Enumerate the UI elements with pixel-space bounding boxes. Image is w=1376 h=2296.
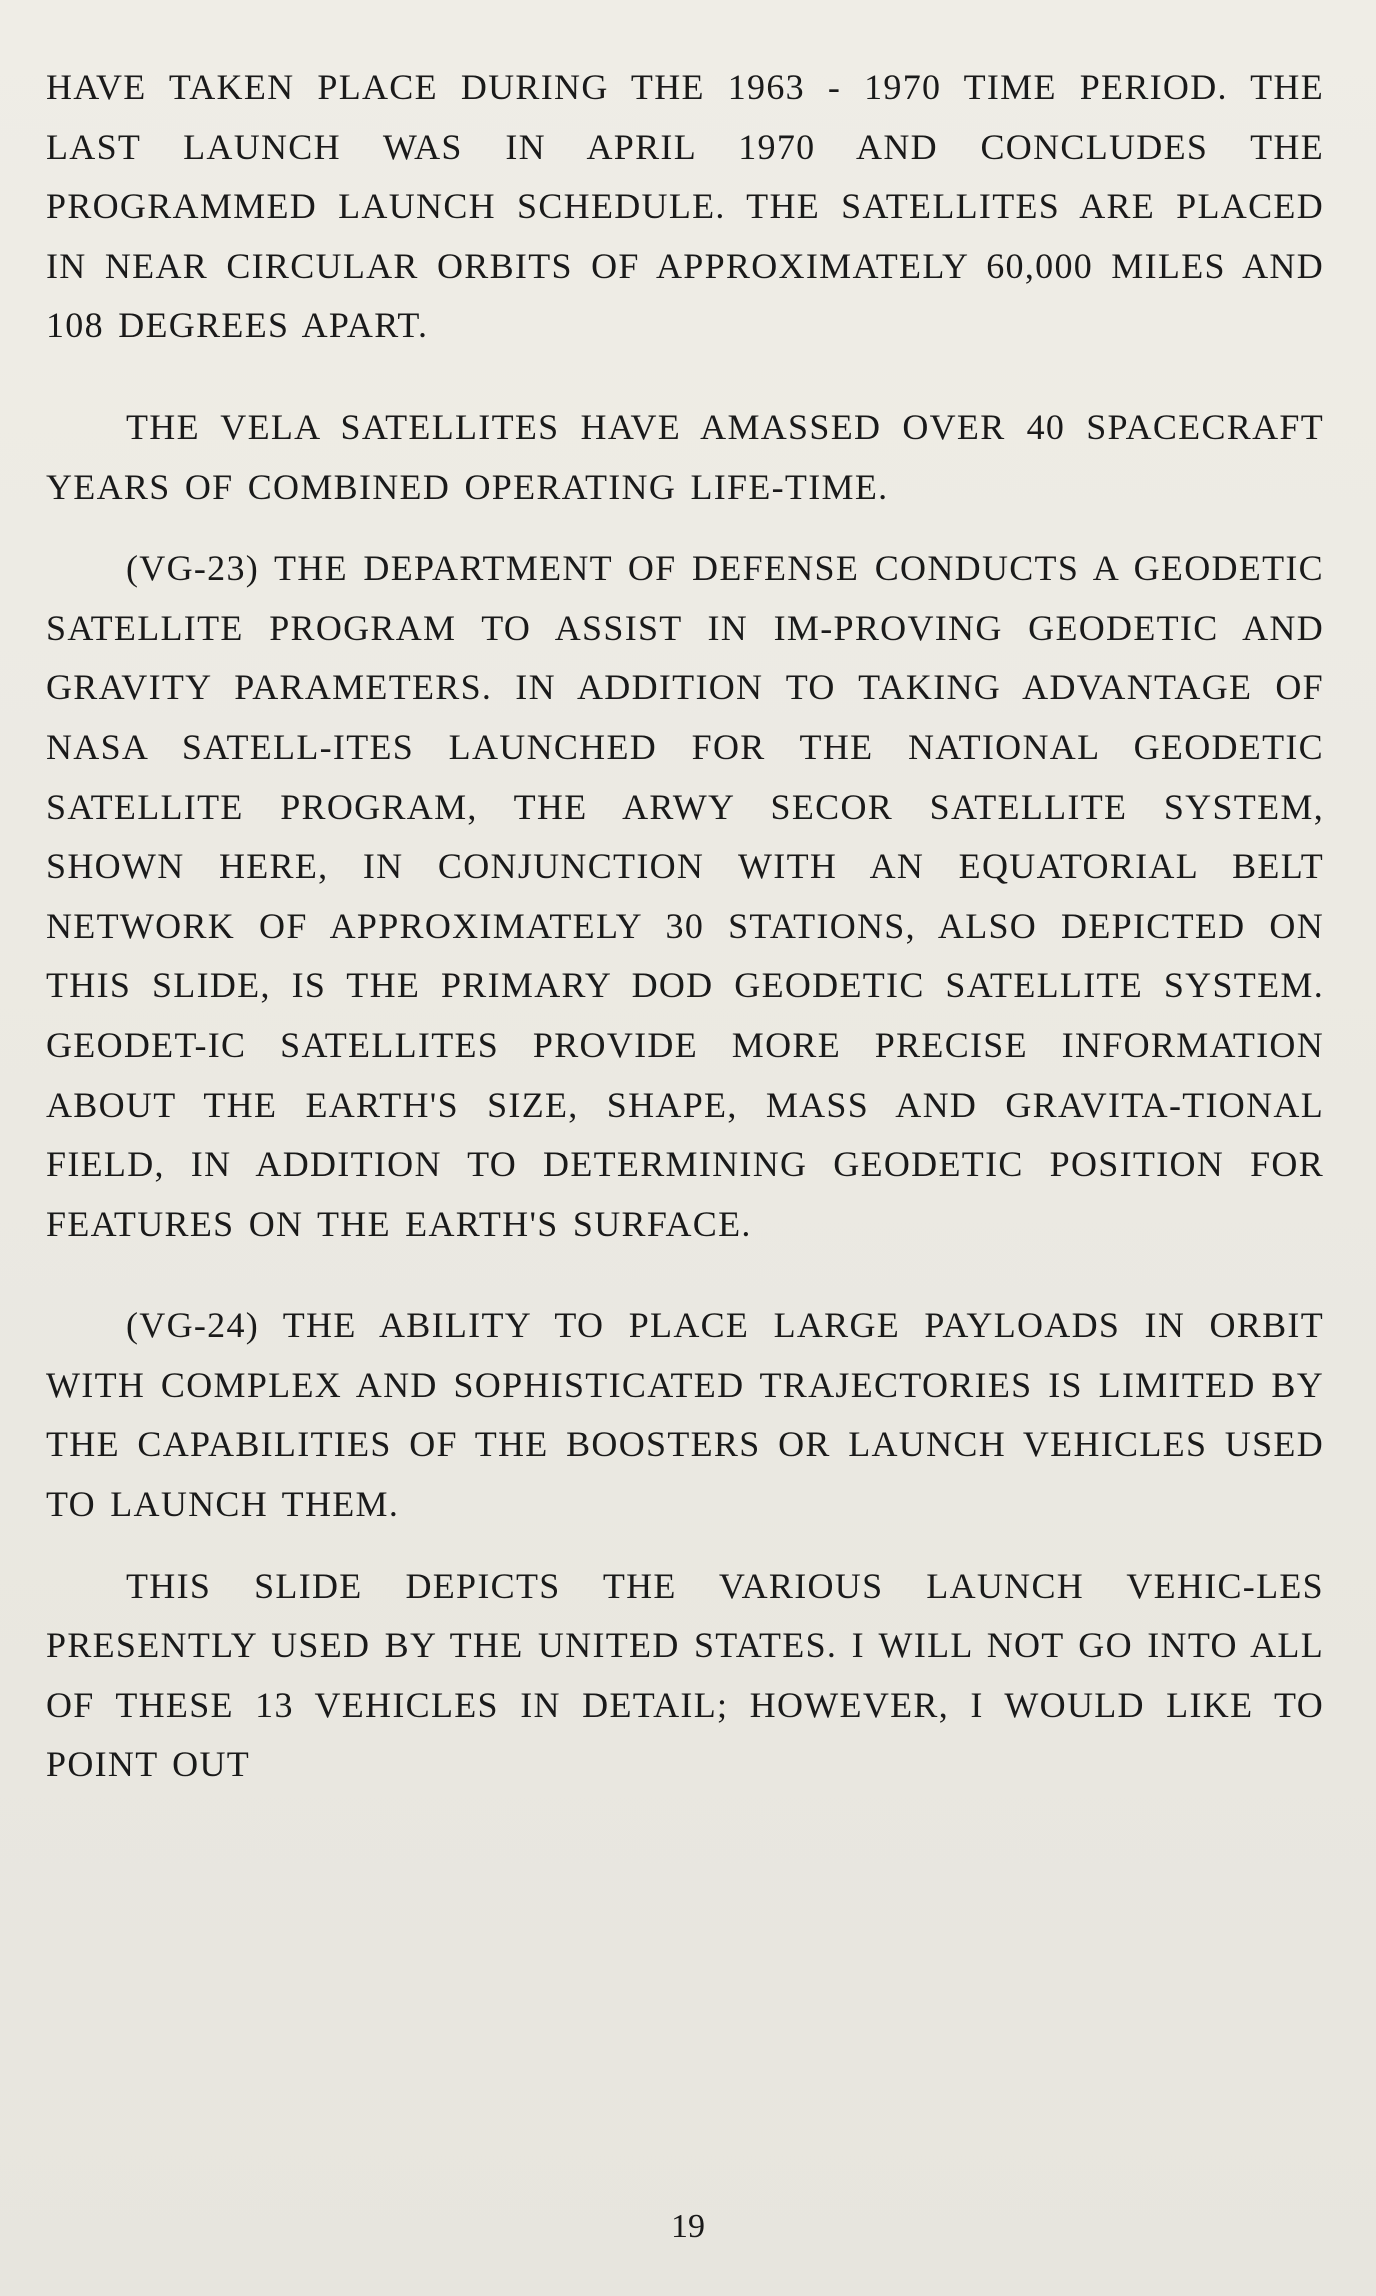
paragraph-launch-vehicles: THIS SLIDE DEPICTS THE VARIOUS LAUNCH VEHIC-LES PRESENTLY USED BY THE UNITED STATES. I WILL NOT GO INTO ALL OF THESE 13 VEHICLES IN DETAIL; HOWEVER, I WOULD LIKE TO POINT OUT xyxy=(46,1565,1324,1785)
paragraph-vg24-payloads: (VG-24) THE ABILITY TO PLACE LARGE PAYLOADS IN ORBIT WITH COMPLEX AND SOPHISTICATED TRAJECTORIES IS LIMITED BY THE CAPABILITIES OF THE BOOSTERS OR LAUNCH VEHICLES USED TO LAUNCH THEM. xyxy=(46,1305,1324,1525)
body-text xyxy=(46,58,1324,1795)
paragraph-vela-orbits: HAVE TAKEN PLACE DURING THE 1963 - 1970 TIME PERIOD. THE LAST LAUNCH WAS IN APRIL 1970 AND CONCLUDES THE PROGRAMMED LAUNCH SCHEDULE. THE SATELLITES ARE PLACED IN NEAR CIRCULAR ORBITS OF APPROXIMATELY 60,000 MILES AND 108 DEGREES APART. xyxy=(46,67,1324,346)
paragraph-vela-lifetime: THE VELA SATELLITES HAVE AMASSED OVER 40 SPACECRAFT YEARS OF COMBINED OPERATING LIFE-TIME. xyxy=(46,406,1324,507)
paragraph-vg23-geodetic: (VG-23) THE DEPARTMENT OF DEFENSE CONDUCTS A GEODETIC SATELLITE PROGRAM TO ASSIST IN IM-PROVING GEODETIC AND GRAVITY PARAMETERS. IN ADDITION TO TAKING ADVANTAGE OF NASA SATELL-ITES LAUNCHED FOR THE NATIONAL GEODETIC SATELLITE PROGRAM, THE ARWY SECOR SATELLITE SYSTEM, SHOWN HERE, IN CONJUNCTION WITH AN EQUATORIAL BELT NETWORK OF APPROXIMATELY 30 STATIONS, ALSO DEPICTED ON THIS SLIDE, IS THE PRIMARY DOD GEODETIC SATELLITE SYSTEM. GEODET-IC SATELLITES PROVIDE MORE PRECISE INFORMATION ABOUT THE EARTH'S SIZE, SHAPE, MASS AND GRAVITA-TIONAL FIELD, IN ADDITION TO DETERMINING GEODETIC POSITION FOR FEATURES ON THE EARTH'S SURFACE. xyxy=(46,548,1324,1244)
page-number: 19 xyxy=(671,2208,705,2245)
